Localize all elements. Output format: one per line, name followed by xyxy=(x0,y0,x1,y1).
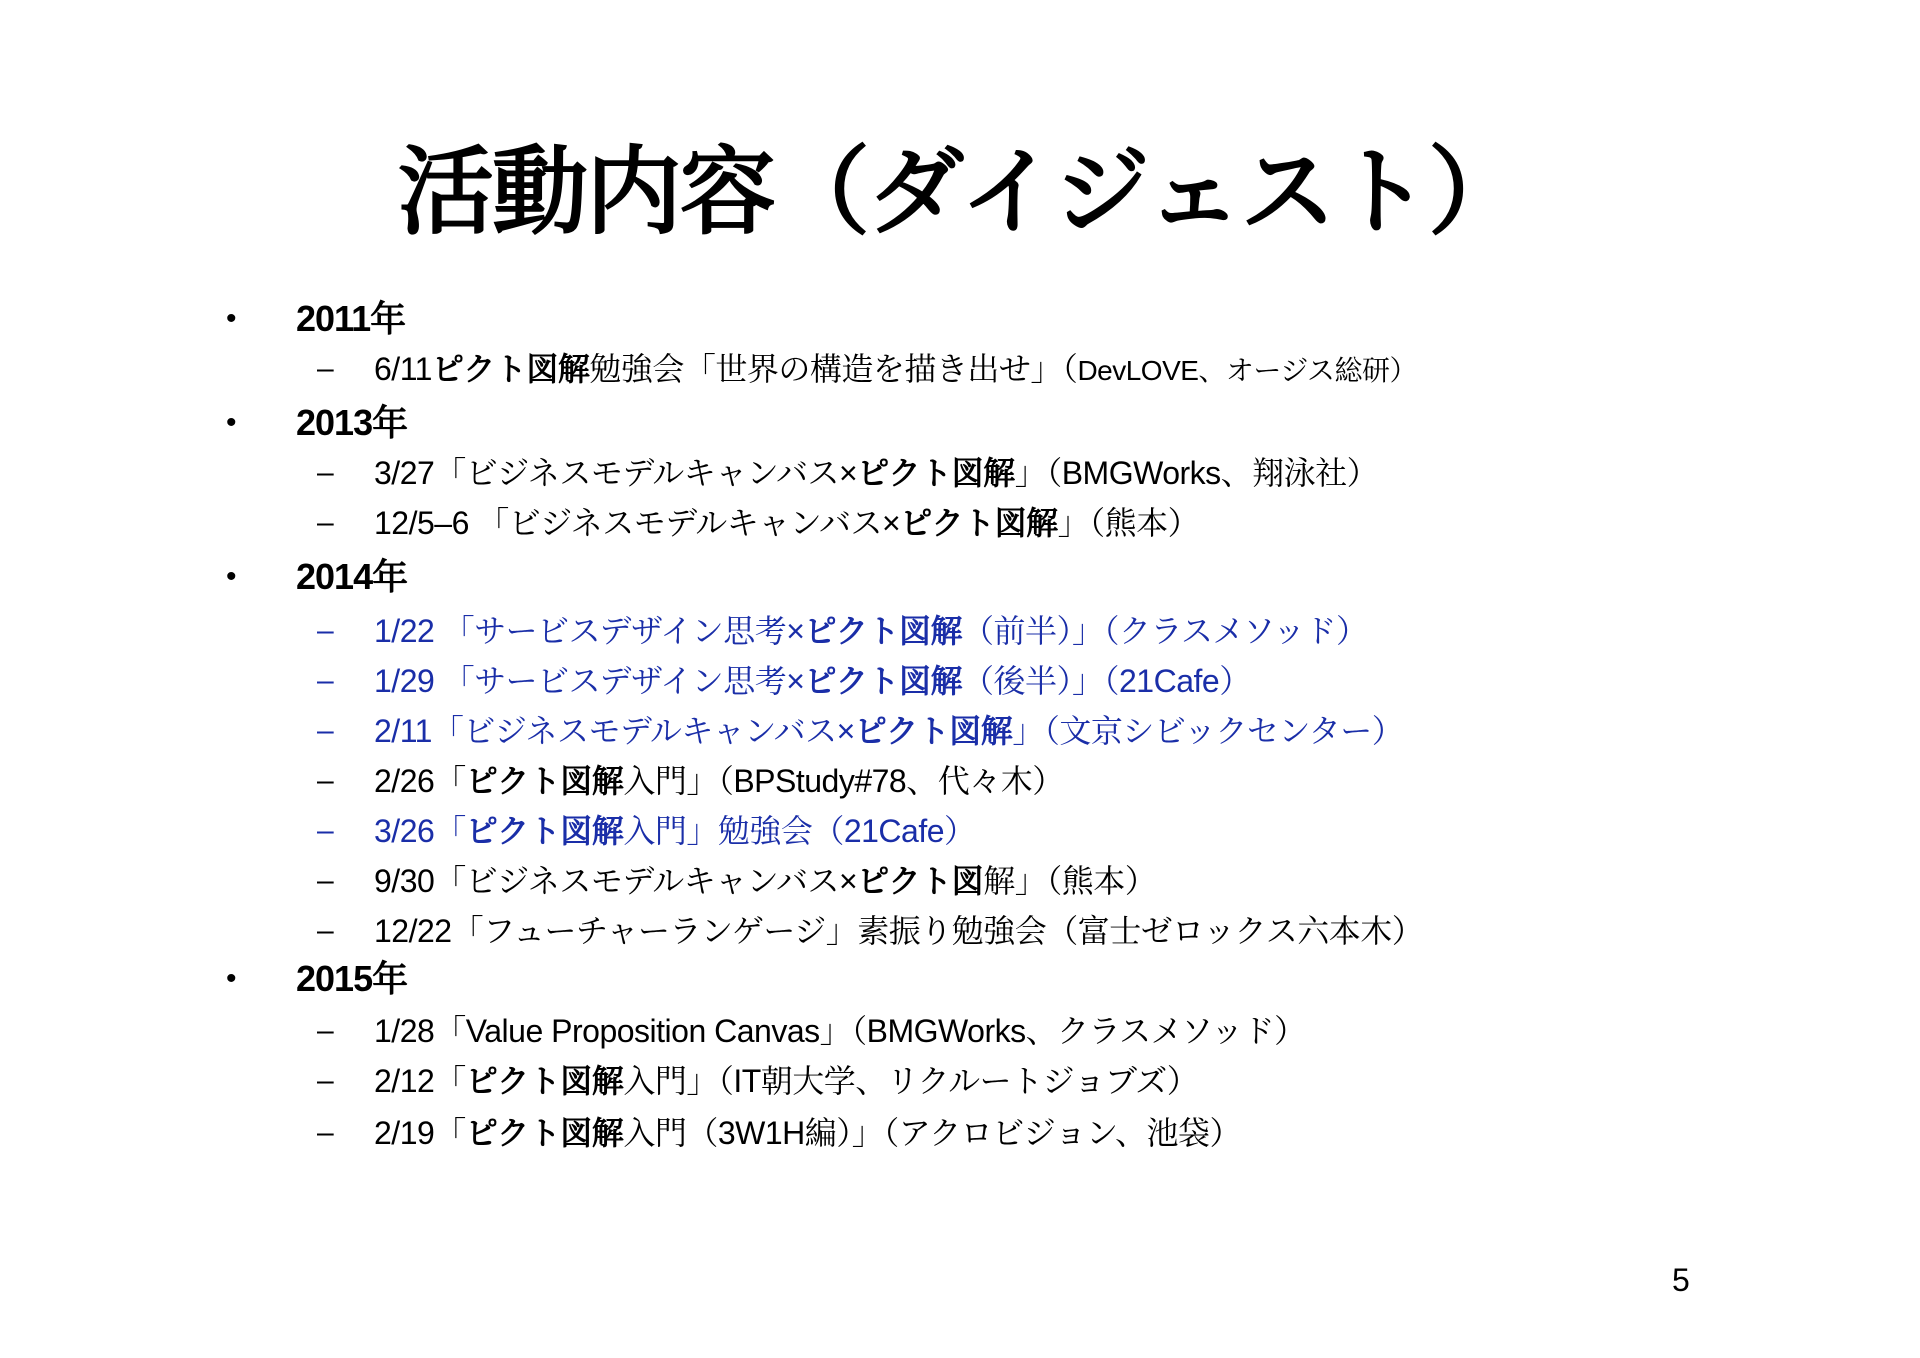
page-number: 5 xyxy=(1672,1262,1690,1298)
item-pre: 1/29 「サービスデザイン思考× xyxy=(374,663,805,699)
list-item xyxy=(0,756,1920,806)
dash-icon: – xyxy=(317,1064,334,1097)
item-text xyxy=(374,856,1156,906)
year-row-2015 xyxy=(0,954,1920,1004)
item-bold: ピクト図解 xyxy=(857,455,1015,491)
dash-icon: – xyxy=(317,1014,334,1047)
item-bold: ピクト図 xyxy=(857,863,984,899)
dash-icon: – xyxy=(317,814,334,847)
item-post: 入門」（IT朝大学、リクルートジョブズ） xyxy=(623,1063,1199,1099)
dash-icon: – xyxy=(317,352,334,385)
item-post: 」（熊本） xyxy=(1057,505,1200,541)
item-text xyxy=(374,448,1378,498)
list-item-highlighted xyxy=(0,656,1920,706)
list-item xyxy=(0,448,1920,498)
list-item xyxy=(0,856,1920,906)
item-text xyxy=(374,1006,1306,1056)
item-text xyxy=(374,1108,1241,1158)
dash-icon: – xyxy=(317,714,334,747)
item-bold: ピクト図解 xyxy=(854,713,1013,749)
item-pre: 1/22 「サービスデザイン思考× xyxy=(374,613,805,649)
item-post: 」（文京シビックセンター） xyxy=(1012,713,1404,749)
year-heading: 2014年 xyxy=(296,556,408,597)
item-pre: 1/28「Value Proposition Canvas」（BMGWorks、クラスメソッド） xyxy=(374,1013,1306,1049)
item-post: 入門」（BPStudy#78、代々木） xyxy=(623,763,1064,799)
list-item-highlighted xyxy=(0,606,1920,656)
item-pre: 6/11 xyxy=(374,351,432,387)
dash-icon: – xyxy=(317,664,334,697)
item-pre: 2/12「 xyxy=(374,1063,466,1099)
dash-icon: – xyxy=(317,864,334,897)
dash-icon: – xyxy=(317,506,334,539)
item-text xyxy=(374,656,1251,706)
item-pre: 2/26「 xyxy=(374,763,466,799)
item-text xyxy=(374,498,1199,548)
item-text xyxy=(374,756,1064,806)
item-bold: ピクト図解 xyxy=(465,1063,624,1099)
item-text xyxy=(374,706,1403,756)
list-item-highlighted xyxy=(0,806,1920,856)
dash-icon: – xyxy=(317,614,334,647)
bullet-icon: • xyxy=(226,560,237,593)
list-item xyxy=(0,1108,1920,1158)
item-text xyxy=(374,606,1367,656)
item-post: 解」（熊本） xyxy=(983,863,1157,899)
item-text xyxy=(374,806,976,856)
item-bold: ピクト図解 xyxy=(900,505,1058,541)
item-bold: ピクト図解 xyxy=(804,663,962,699)
list-item xyxy=(0,906,1920,956)
list-item xyxy=(0,344,1920,394)
bullet-icon: • xyxy=(226,302,237,335)
year-row-2013 xyxy=(0,398,1920,448)
item-post: 勉強会「世界の構造を描き出せ」（ xyxy=(589,351,1078,387)
dash-icon: – xyxy=(317,764,334,797)
item-post: （前半）」（クラスメソッド） xyxy=(962,613,1368,649)
item-post: 入門」勉強会（21Cafe） xyxy=(623,813,976,849)
dash-icon: – xyxy=(317,456,334,489)
item-bold: ピクト図解 xyxy=(431,351,590,387)
item-post: 入門（3W1H編）」（アクロビジョン、池袋） xyxy=(623,1115,1242,1151)
bullet-icon: • xyxy=(226,962,237,995)
item-text xyxy=(374,344,1417,396)
item-bold: ピクト図解 xyxy=(465,763,624,799)
item-pre: 12/22「フューチャーランゲージ」素振り勉強会（富士ゼロックス六本木） xyxy=(374,913,1424,949)
item-tail: DevLOVE、オージス総研） xyxy=(1077,355,1418,386)
dash-icon: – xyxy=(317,914,334,947)
item-bold: ピクト図解 xyxy=(804,613,962,649)
year-heading: 2013年 xyxy=(296,402,408,443)
item-pre: 2/11「ビジネスモデルキャンバス× xyxy=(374,713,855,749)
item-post: 」（BMGWorks、翔泳社） xyxy=(1014,455,1379,491)
item-bold: ピクト図解 xyxy=(465,813,624,849)
list-item xyxy=(0,1006,1920,1056)
item-pre: 9/30「ビジネスモデルキャンバス× xyxy=(374,863,858,899)
dash-icon: – xyxy=(317,1116,334,1149)
list-item xyxy=(0,498,1920,548)
year-row-2014 xyxy=(0,552,1920,602)
item-pre: 2/19「 xyxy=(374,1115,466,1151)
item-post: （後半）」（21Cafe） xyxy=(962,663,1251,699)
list-item xyxy=(0,1056,1920,1106)
item-bold: ピクト図解 xyxy=(465,1115,624,1151)
item-text xyxy=(374,1056,1198,1106)
item-text xyxy=(374,906,1423,956)
slide-title: 活動内容（ダイジェスト） xyxy=(397,136,1523,248)
year-row-2011 xyxy=(0,294,1920,344)
list-item-highlighted xyxy=(0,706,1920,756)
bullet-icon: • xyxy=(226,406,237,439)
item-pre: 3/27「ビジネスモデルキャンバス× xyxy=(374,455,858,491)
item-pre: 12/5‒6 「ビジネスモデルキャンバス× xyxy=(374,505,901,541)
year-heading: 2011年 xyxy=(296,298,406,339)
year-heading: 2015年 xyxy=(296,958,408,999)
item-pre: 3/26「 xyxy=(374,813,466,849)
